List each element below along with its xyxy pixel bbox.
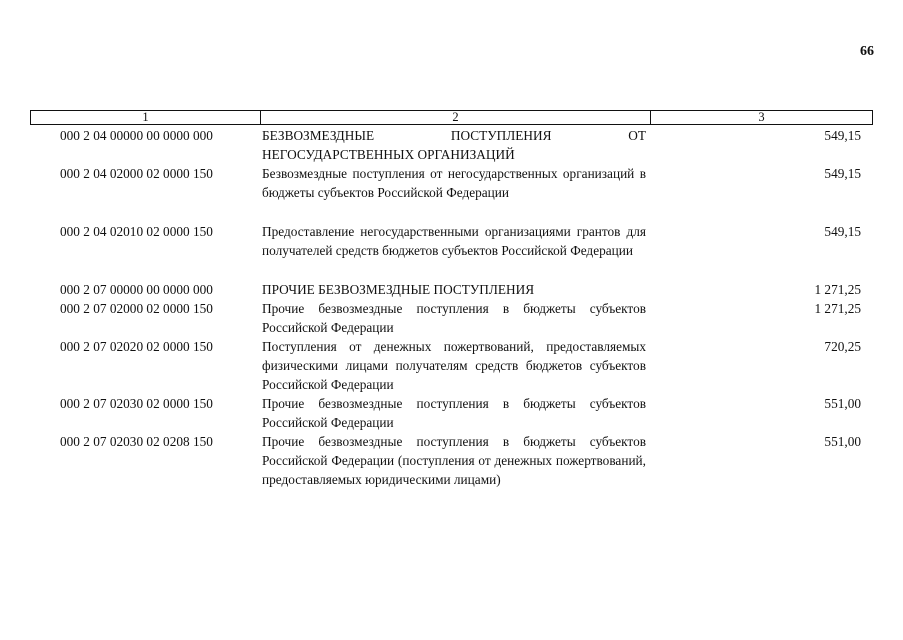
row-code: 000 2 07 02000 02 0000 150 xyxy=(60,301,213,316)
table-row xyxy=(30,432,873,489)
row-code: 000 2 07 02030 02 0000 150 xyxy=(60,396,213,411)
table-row xyxy=(30,222,873,260)
row-description: ПРОЧИЕ БЕЗВОЗМЕЗДНЫЕ ПОСТУПЛЕНИЯ xyxy=(262,282,535,297)
row-description: Прочие безвозмездные поступления в бюджеты субъектов Российской Федерации (поступления от денежных пожертвований, предоставляемых юридическими лицами) xyxy=(262,434,646,487)
table-row xyxy=(30,164,873,202)
row-code: 000 2 07 02020 02 0000 150 xyxy=(60,339,213,354)
row-code: 000 2 04 00000 00 0000 000 xyxy=(60,128,213,143)
row-amount: 551,00 xyxy=(824,434,861,449)
row-description: Безвозмездные поступления от негосударственных организаций в бюджеты субъектов Российской Федерации xyxy=(262,166,646,200)
row-code: 000 2 04 02010 02 0000 150 xyxy=(60,224,213,239)
table-row xyxy=(30,394,873,432)
row-amount: 1 271,25 xyxy=(814,301,861,316)
row-code: 000 2 04 02000 02 0000 150 xyxy=(60,166,213,181)
row-amount: 720,25 xyxy=(824,339,861,354)
table-body xyxy=(30,126,873,489)
table-header xyxy=(30,110,873,125)
row-description: Поступления от денежных пожертвований, предоставляемых физическими лицами получателям средств бюджетов субъектов Российской Федерации xyxy=(262,339,646,392)
row-description: БЕЗВОЗМЕЗДНЫЕ ПОСТУПЛЕНИЯ ОТ НЕГОСУДАРСТВЕННЫХ ОРГАНИЗАЦИЙ xyxy=(262,128,646,162)
row-description: Предоставление негосударственными организациями грантов для получателей средств бюджетов субъектов Российской Федерации xyxy=(262,224,646,258)
row-amount: 549,15 xyxy=(824,166,861,181)
page-number: 66 xyxy=(860,44,874,59)
table-row xyxy=(30,337,873,394)
table-row xyxy=(30,280,873,299)
table-row xyxy=(30,126,873,164)
table-row xyxy=(30,299,873,337)
row-description: Прочие безвозмездные поступления в бюджеты субъектов Российской Федерации xyxy=(262,396,646,430)
header-col-2: 2 xyxy=(261,111,651,124)
row-amount: 549,15 xyxy=(824,128,861,143)
header-col-1: 1 xyxy=(31,111,261,124)
row-amount: 549,15 xyxy=(824,224,861,239)
header-col-3: 3 xyxy=(758,110,765,124)
row-amount: 1 271,25 xyxy=(814,282,861,297)
row-code: 000 2 07 02030 02 0208 150 xyxy=(60,434,213,449)
row-description: Прочие безвозмездные поступления в бюджеты субъектов Российской Федерации xyxy=(262,301,646,335)
row-amount: 551,00 xyxy=(824,396,861,411)
row-code: 000 2 07 00000 00 0000 000 xyxy=(60,282,213,297)
